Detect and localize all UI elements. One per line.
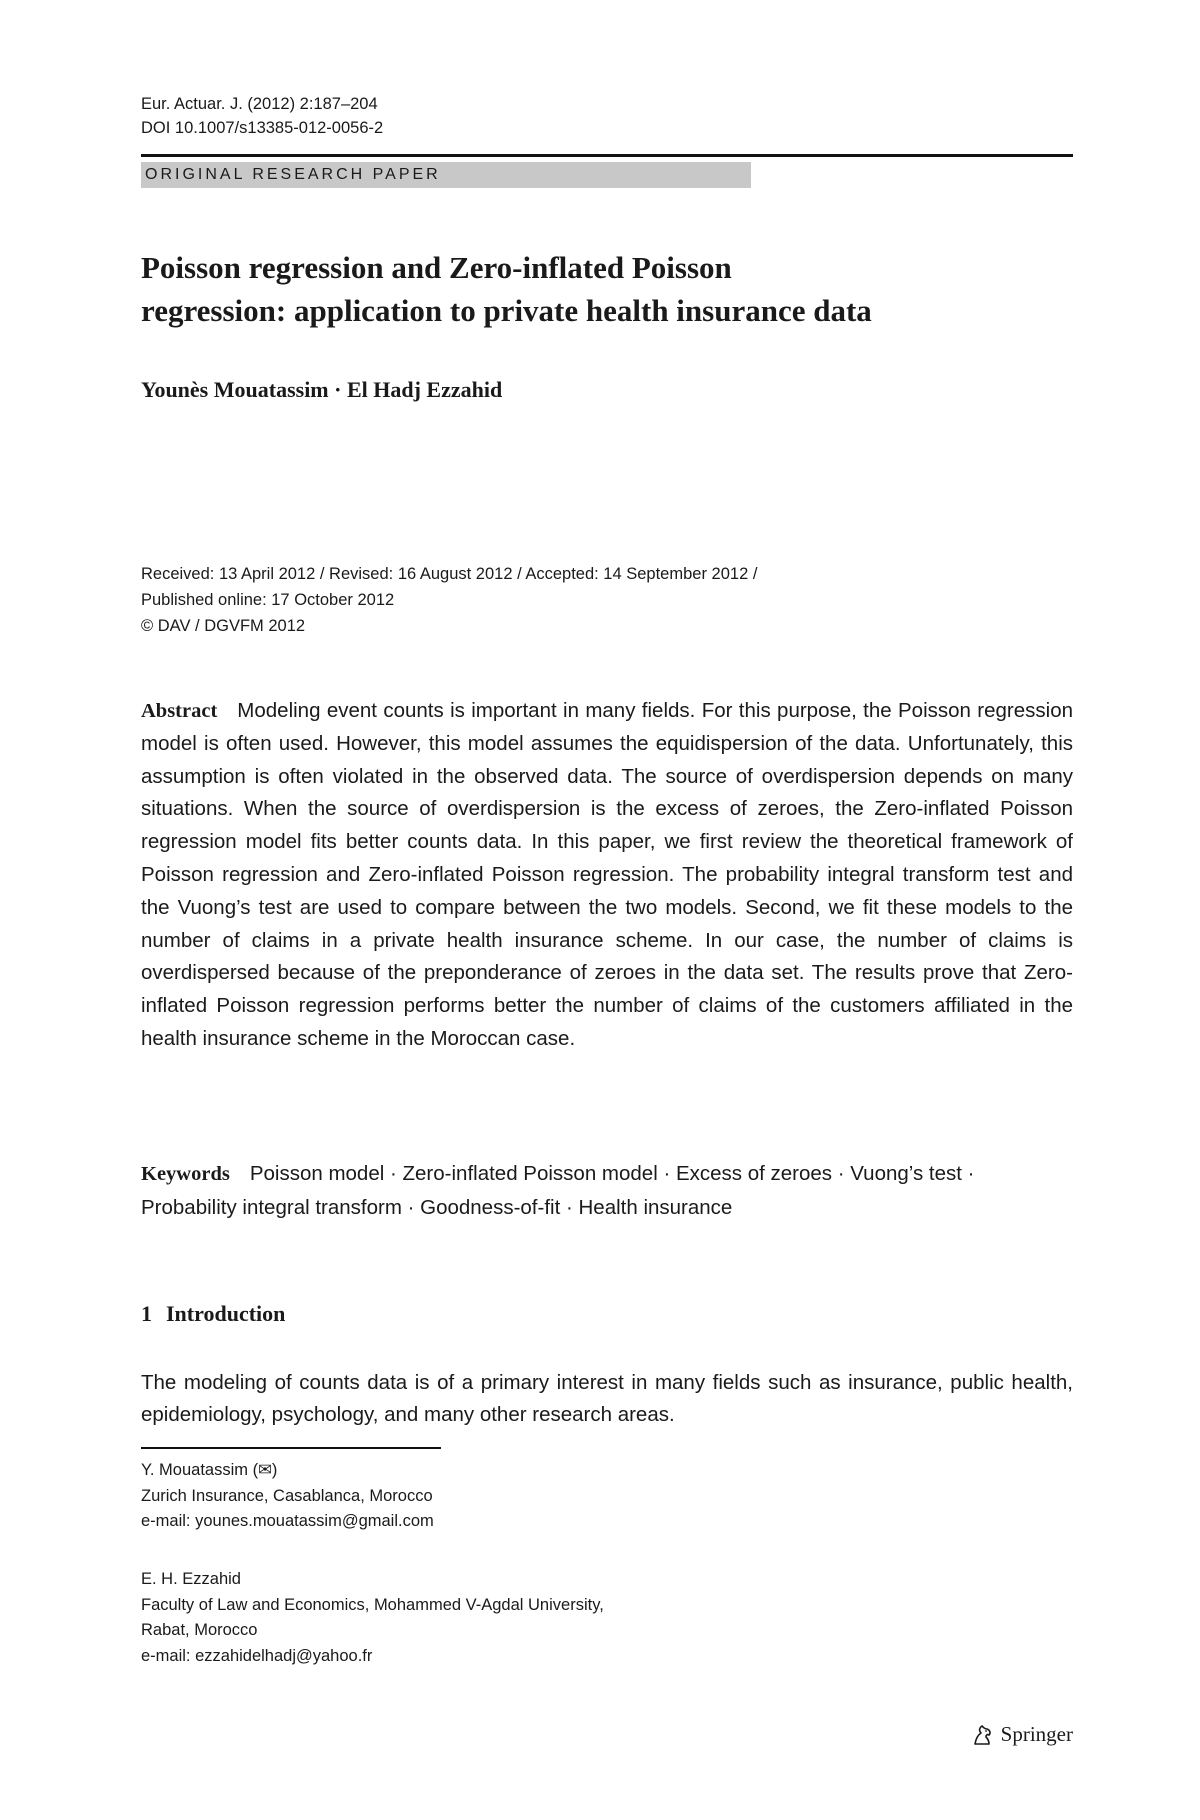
publication-history [141,561,757,639]
springer-logo [971,1722,1073,1747]
introduction-paragraph: The modeling of counts data is of a primary interest in many fields such as insurance, public health, epidemiology, psychology, and many other research areas. [141,1371,1073,1426]
article-type-band: ORIGINAL RESEARCH PAPER [141,162,751,188]
history-dates: Received: 13 April 2012 / Revised: 16 August 2012 / Accepted: 14 September 2012 / [141,565,758,583]
title-line-2: regression: application to private health insurance data [141,293,872,328]
publisher-name: Springer [1000,1722,1073,1746]
springer-horse-icon [971,1723,995,1747]
keywords-text: Poisson model · Zero-inflated Poisson model · Excess of zeroes · Vuong’s test · Probability integral transform · Goodness-of-fit · Health insurance [141,1162,975,1219]
abstract-label: Abstract [141,700,218,722]
title-line-1: Poisson regression and Zero-inflated Poisson [141,250,732,285]
journal-reference [141,92,383,140]
section-number: 1 [141,1301,152,1326]
author-1-name: Y. Mouatassim (✉) [141,1461,278,1479]
author-1-affiliation: Zurich Insurance, Casablanca, Morocco [141,1486,433,1505]
author-list: Younès Mouatassim · El Hadj Ezzahid [141,377,503,402]
journal-citation: Eur. Actuar. J. (2012) 2:187–204 [141,95,378,113]
abstract [141,695,1073,1056]
section-title: Introduction [166,1301,286,1326]
copyright: © DAV / DGVFM 2012 [141,617,306,635]
keywords-label: Keywords [141,1163,230,1185]
header-rule [141,154,1073,157]
author-2-footnote [141,1567,604,1669]
doi[interactable]: DOI 10.1007/s13385-012-0056-2 [141,119,384,137]
author-1-email[interactable]: e-mail: younes.mouatassim@gmail.com [141,1512,434,1530]
keywords [141,1157,1073,1225]
author-2-name: E. H. Ezzahid [141,1570,241,1588]
author-1-footnote [141,1458,434,1535]
author-2-affiliation-line-2: Rabat, Morocco [141,1621,258,1639]
abstract-text: Modeling event counts is important in many fields. For this purpose, the Poisson regression model is often used. However, this model assumes the equidispersion of the data. Unfortunately, this assumption is often violated in the observed data. The source of overdispersion depends on many situations. When the source of overdispersion is the excess of zeroes, the Zero-inflated Poisson regression model fits better counts data. In this paper, we first review the theoretical framework of Poisson regression and Zero-inflated Poisson regression. The probability integral transform test and the Vuong’s test are used to compare between the two models. Second, we fit these models to the number of claims in a private health insurance scheme. In our case, the number of claims is overdispersed because of the preponderance of zeroes in the data set. The results prove that Zero-inflated Poisson regression performs better the number of claims of the customers affiliated in the health insurance scheme in the Moroccan case. [141,699,1073,1050]
paper-page [141,0,1073,1820]
section-heading-introduction [141,1301,285,1327]
footnote-rule [141,1447,441,1449]
published-online: Published online: 17 October 2012 [141,591,395,609]
author-2-email[interactable]: e-mail: ezzahidelhadj@yahoo.fr [141,1646,373,1665]
paper-title [141,246,1061,332]
author-2-affiliation-line-1: Faculty of Law and Economics, Mohammed V-Agdal University, [141,1595,604,1614]
